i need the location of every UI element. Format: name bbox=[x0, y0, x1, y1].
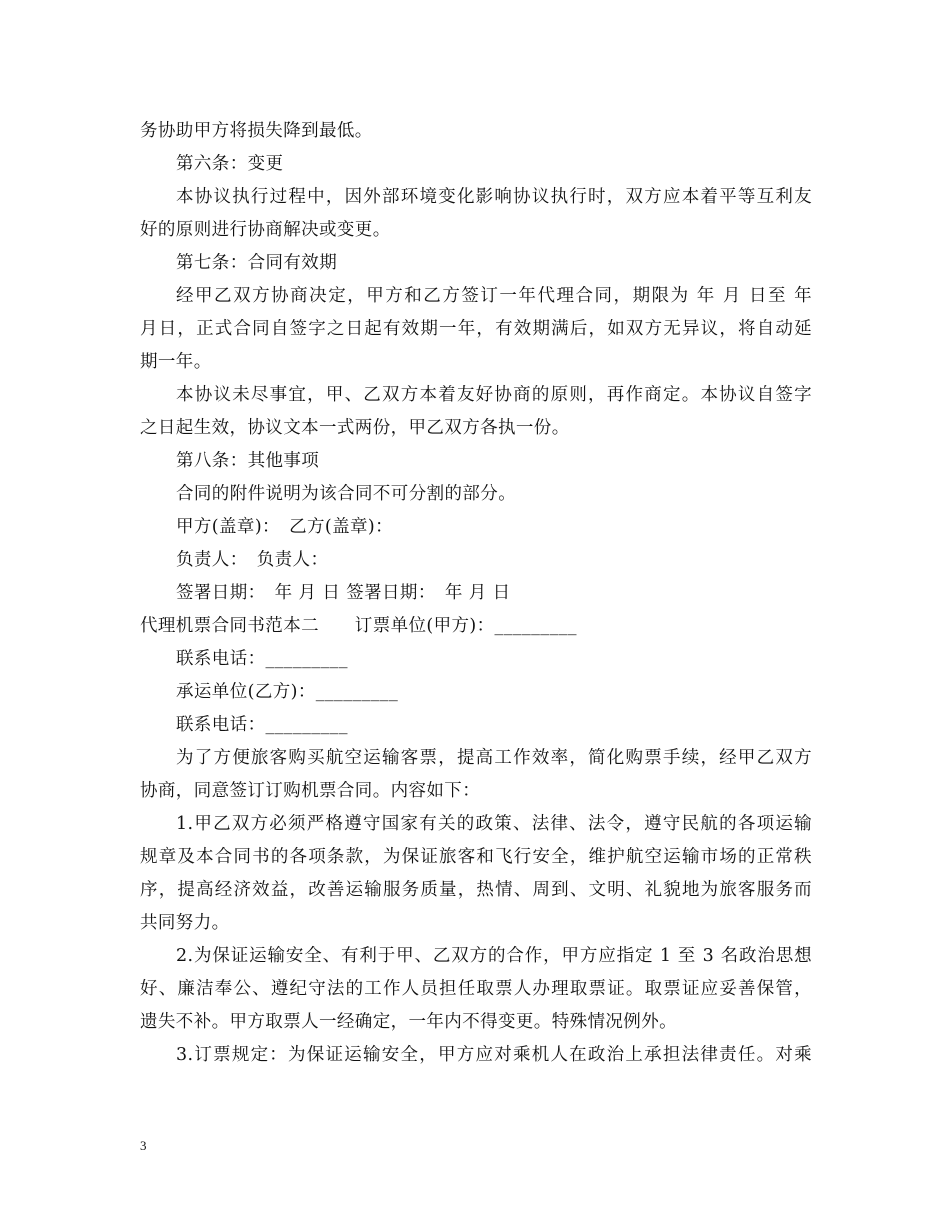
text-line: 1.甲乙双方必须严格遵守国家有关的政策、法律、法令，遵守民航的各项运输 bbox=[176, 814, 812, 834]
text-line: 负责人： 负责人： bbox=[176, 550, 329, 570]
text-line: 序，提高经济效益，改善运输服务质量，热情、周到、文明、礼貌地为旅客服务而 bbox=[140, 880, 812, 900]
text-line: 甲方(盖章)： 乙方(盖章)： bbox=[176, 517, 394, 537]
text-line: 为了方便旅客购买航空运输客票，提高工作效率，简化购票手续，经甲乙双方 bbox=[176, 748, 812, 768]
text-line: 联系电话：_________ bbox=[176, 649, 348, 669]
text-line: 第六条：变更 bbox=[176, 154, 284, 174]
text-line: 月日，正式合同自签字之日起有效期一年，有效期满后，如双方无异议，将自动延 bbox=[140, 319, 812, 339]
text-line: 好、廉洁奉公、遵纪守法的工作人员担任取票人办理取票证。取票证应妥善保管， bbox=[140, 979, 812, 999]
text-line: 本协议执行过程中，因外部环境变化影响协议执行时，双方应本着平等互利友 bbox=[176, 187, 812, 207]
text-line: 之日起生效，协议文本一式两份，甲乙双方各执一份。 bbox=[140, 418, 570, 438]
text-line: 协商，同意签订订购机票合同。内容如下： bbox=[140, 781, 481, 801]
text-line: 务协助甲方将损失降到最低。 bbox=[140, 121, 373, 141]
text-line: 第八条：其他事项 bbox=[176, 451, 320, 471]
text-line: 本协议未尽事宜，甲、乙双方本着友好协商的原则，再作商定。本协议自签字 bbox=[176, 385, 812, 405]
document-body bbox=[140, 115, 812, 1072]
text-line: 3.订票规定：为保证运输安全，甲方应对乘机人在政治上承担法律责任。对乘 bbox=[176, 1045, 812, 1065]
text-line: 规章及本合同书的各项条款，为保证旅客和飞行安全，维护航空运输市场的正常秩 bbox=[140, 847, 812, 867]
text-line: 共同努力。 bbox=[140, 913, 230, 933]
page-number: 3 bbox=[140, 1138, 147, 1153]
text-line: 签署日期： 年 月 日 签署日期： 年 月 日 bbox=[176, 583, 511, 603]
text-line: 期一年。 bbox=[140, 352, 212, 372]
text-line: 合同的附件说明为该合同不可分割的部分。 bbox=[176, 484, 517, 504]
text-line: 2.为保证运输安全、有利于甲、乙双方的合作，甲方应指定 1 至 3 名政治思想 bbox=[176, 946, 812, 966]
text-line: 第七条：合同有效期 bbox=[176, 253, 338, 273]
text-line: 代理机票合同书范本二 订票单位(甲方)：_________ bbox=[140, 616, 577, 636]
text-line: 好的原则进行协商解决或变更。 bbox=[140, 220, 391, 240]
text-line: 承运单位(乙方)：_________ bbox=[176, 682, 399, 702]
text-line: 联系电话：_________ bbox=[176, 715, 348, 735]
text-line: 遗失不补。甲方取票人一经确定，一年内不得变更。特殊情况例外。 bbox=[140, 1012, 677, 1032]
text-line: 经甲乙双方协商决定，甲方和乙方签订一年代理合同，期限为 年 月 日至 年 bbox=[176, 286, 812, 306]
